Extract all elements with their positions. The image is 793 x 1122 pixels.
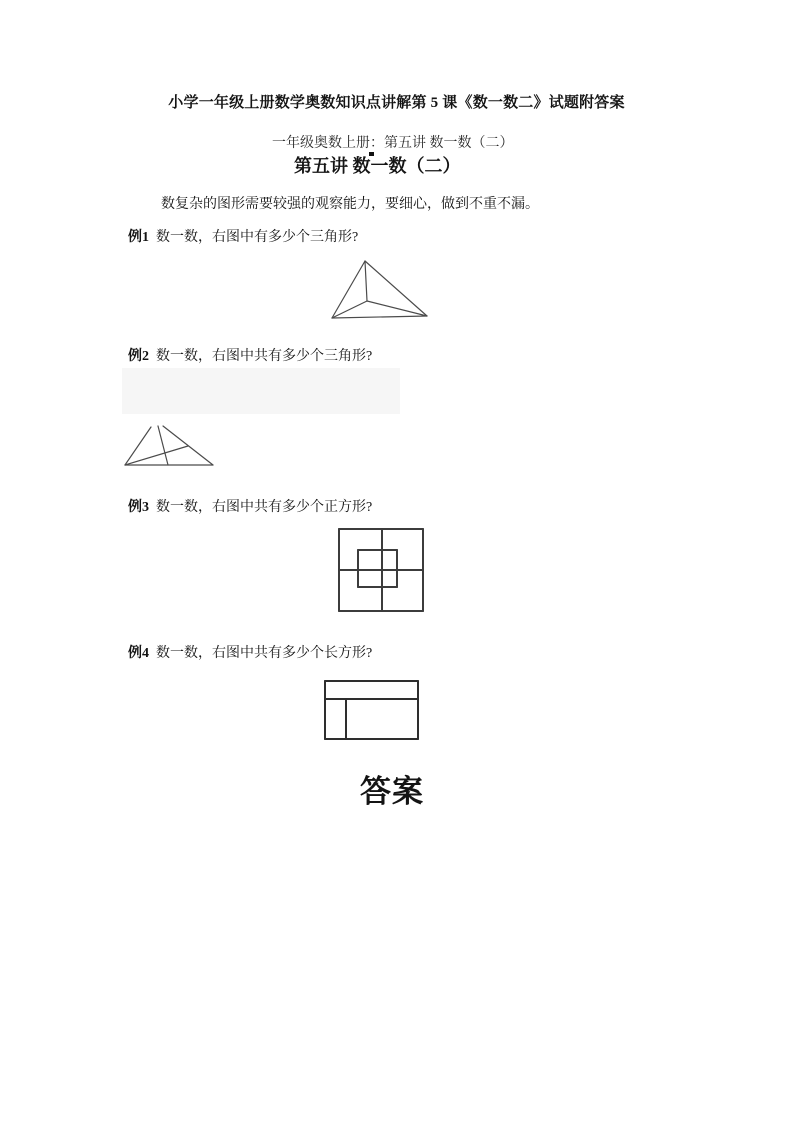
intro-paragraph: 数复杂的图形需要较强的观察能力，要细心，做到不重不漏。 bbox=[161, 197, 539, 212]
section-heading: 第五讲 数一数（二） bbox=[294, 156, 461, 176]
answers-heading: 答案 bbox=[360, 774, 424, 809]
example-1-question: 数一数，右图中有多少个三角形? bbox=[156, 230, 359, 245]
example-4-label: 例4 bbox=[128, 646, 149, 661]
example-2-line bbox=[128, 348, 372, 365]
figure-divided-rectangle bbox=[323, 679, 423, 743]
example-3-label: 例3 bbox=[128, 500, 149, 515]
example-4-question: 数一数，右图中共有多少个长方形? bbox=[156, 646, 373, 661]
example-3-line bbox=[128, 499, 372, 516]
image-background-panel bbox=[122, 368, 400, 414]
example-2-label: 例2 bbox=[128, 349, 149, 364]
example-3-question: 数一数，右图中共有多少个正方形? bbox=[156, 500, 373, 515]
figure-triangle-with-cevians bbox=[120, 420, 220, 472]
page-title: 小学一年级上册数学奥数知识点讲解第 5 课《数一数二》试题附答案 bbox=[168, 95, 625, 111]
example-1-label: 例1 bbox=[128, 230, 149, 245]
figure-nested-squares bbox=[337, 527, 427, 615]
emphasis-dot bbox=[369, 152, 374, 156]
figure-triangle-with-center-point bbox=[325, 252, 435, 324]
example-2-question: 数一数，右图中共有多少个三角形? bbox=[156, 349, 373, 364]
subtitle: 一年级奥数上册：第五讲 数一数（二） bbox=[272, 136, 514, 151]
example-1-line bbox=[128, 229, 358, 246]
example-4-line bbox=[128, 645, 372, 662]
